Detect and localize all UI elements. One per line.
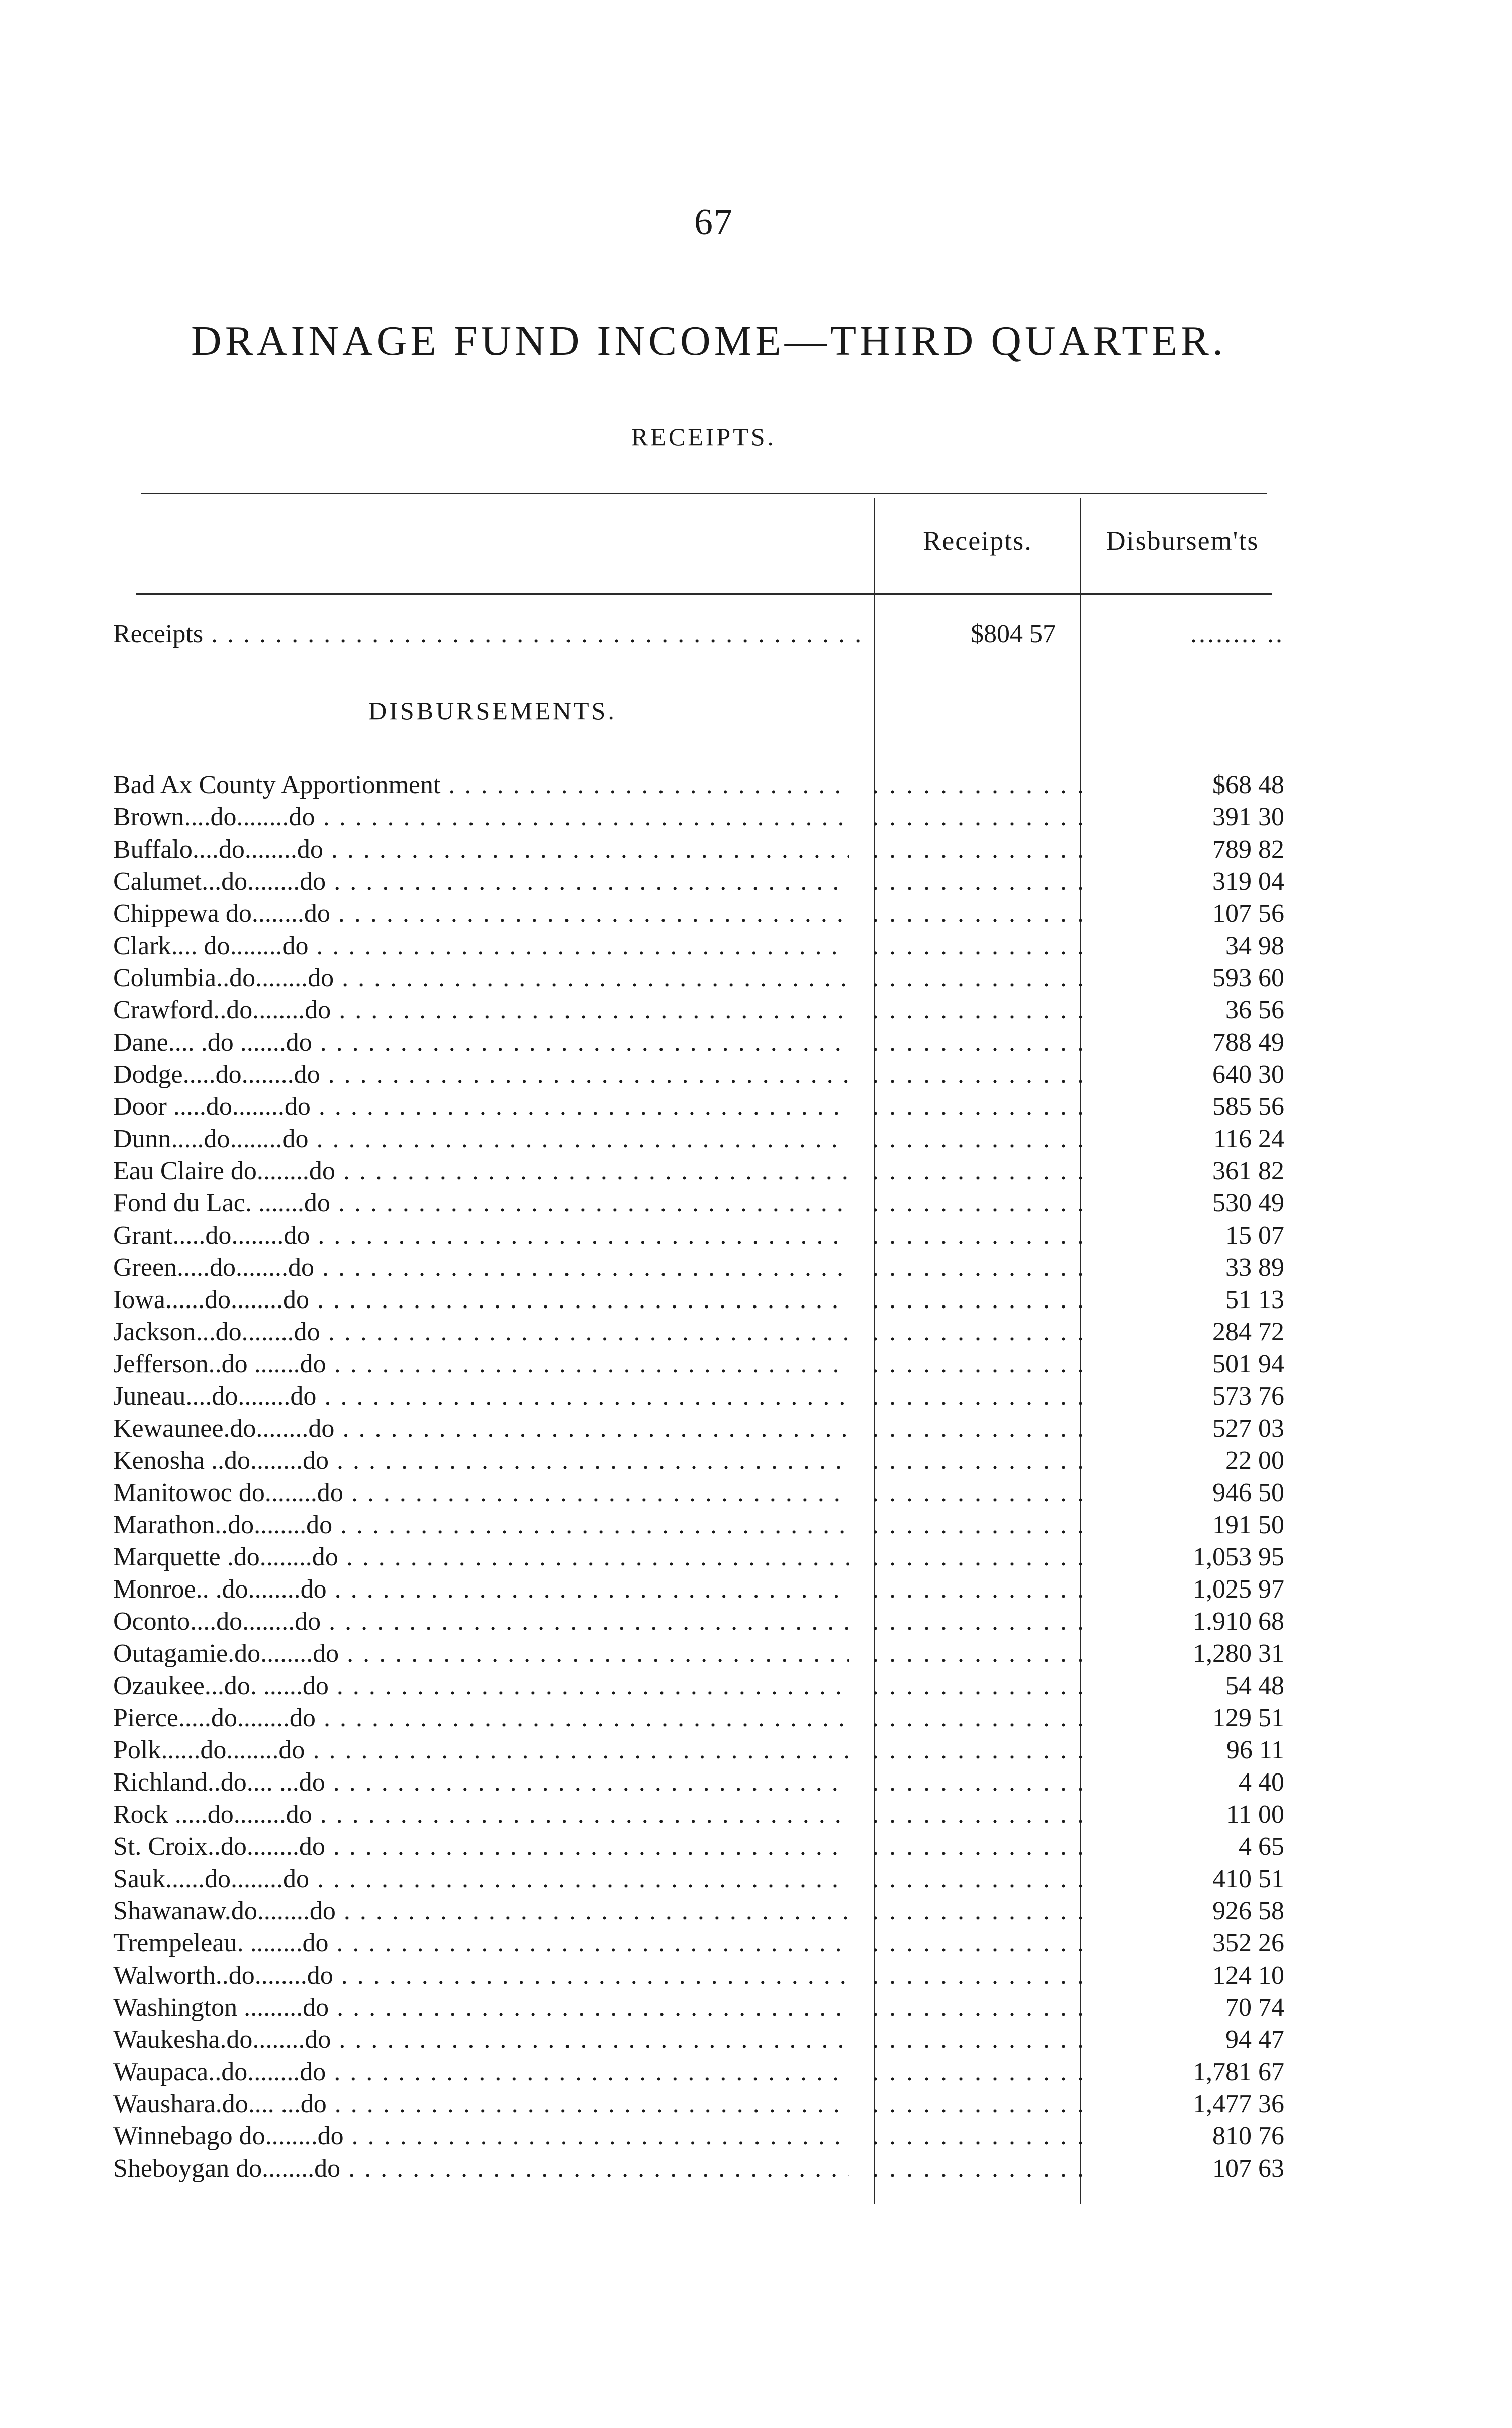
row-receipt-blank [872, 1123, 1093, 1155]
row-receipt-blank [872, 1831, 1093, 1863]
row-label: Polk......do........do . . . [113, 1734, 849, 1766]
receipt-disbursement-placeholder: ........ .. [1190, 620, 1284, 648]
receipt-amount: $804 57 [971, 620, 1056, 648]
row-label: Eau Claire do........do . . . [113, 1155, 849, 1187]
row-label: Green.....do........do . . . [113, 1252, 849, 1284]
receipt-row [113, 618, 1284, 650]
row-receipt-blank [872, 1413, 1093, 1445]
row-amount: 22 00 [1225, 1446, 1284, 1475]
row-receipt-blank [872, 1026, 1093, 1059]
row-amount: 51 13 [1225, 1285, 1284, 1314]
row-amount: 391 30 [1212, 803, 1284, 831]
row-amount: 1,781 67 [1193, 2058, 1284, 2086]
row-label: Walworth..do........do . . . [113, 1959, 849, 1992]
row-amount: 4 65 [1239, 1832, 1284, 1861]
row-amount: 1,053 95 [1193, 1543, 1284, 1571]
table-row [113, 930, 1284, 962]
row-receipt-blank [872, 1059, 1093, 1091]
table-row [113, 1863, 1284, 1895]
table-row [113, 1831, 1284, 1863]
table-row [113, 1959, 1284, 1992]
table-row [113, 898, 1284, 930]
row-receipt-blank [872, 2056, 1093, 2088]
row-amount: 96 11 [1226, 1736, 1284, 1764]
receipt-row-label: Receipts . . . [113, 618, 867, 650]
row-amount: 191 50 [1212, 1511, 1284, 1539]
table-row [113, 1573, 1284, 1606]
row-amount: 361 82 [1212, 1157, 1284, 1185]
table-row [113, 1123, 1284, 1155]
row-receipt-blank [872, 1541, 1093, 1573]
row-receipt-blank [872, 833, 1093, 866]
table-row [113, 2153, 1284, 2185]
row-amount: 116 24 [1213, 1125, 1284, 1153]
row-label: Chippewa do........do . . . [113, 898, 849, 930]
row-amount: 319 04 [1212, 867, 1284, 896]
row-receipt-blank [872, 1606, 1093, 1638]
table-row [113, 1413, 1284, 1445]
row-receipt-blank [872, 1799, 1093, 1831]
row-label: Door .....do........do . . . [113, 1091, 849, 1123]
table-row [113, 1220, 1284, 1252]
row-receipt-blank [872, 1992, 1093, 2024]
row-receipt-blank [872, 1252, 1093, 1284]
table-row [113, 1992, 1284, 2024]
table-row [113, 1284, 1284, 1316]
row-amount: 926 58 [1212, 1897, 1284, 1925]
table-row [113, 1477, 1284, 1509]
row-label: Brown....do........do . . . [113, 801, 849, 833]
row-label: Jackson...do........do . . . [113, 1316, 849, 1348]
table-row [113, 1927, 1284, 1959]
row-receipt-blank [872, 1863, 1093, 1895]
table-row [113, 962, 1284, 994]
row-amount: 4 40 [1239, 1768, 1284, 1797]
row-amount: 70 74 [1225, 1993, 1284, 2022]
row-label: Calumet...do........do . . . [113, 866, 849, 898]
row-receipt-blank [872, 2153, 1093, 2185]
table-row [113, 1799, 1284, 1831]
table-row [113, 801, 1284, 833]
table-row [113, 1026, 1284, 1059]
table-row [113, 1734, 1284, 1766]
row-label: Juneau....do........do . . . [113, 1380, 849, 1413]
row-amount: $68 48 [1212, 771, 1284, 799]
row-amount: 15 07 [1225, 1221, 1284, 1250]
row-receipt-blank [872, 769, 1093, 801]
row-receipt-blank [872, 1702, 1093, 1734]
row-label: Waukesha.do........do . . . [113, 2024, 849, 2056]
table-row [113, 866, 1284, 898]
table-top-rule [141, 493, 1267, 494]
row-label: Rock .....do........do . . . [113, 1799, 849, 1831]
row-receipt-blank [872, 1380, 1093, 1413]
table-row [113, 1252, 1284, 1284]
row-amount: 54 48 [1225, 1671, 1284, 1700]
row-label: Bad Ax County Apportionment . . . [113, 769, 849, 801]
row-receipt-blank [872, 1091, 1093, 1123]
table-row [113, 2120, 1284, 2153]
row-amount: 527 03 [1212, 1414, 1284, 1443]
row-label: Marquette .do........do . . . [113, 1541, 849, 1573]
table-row [113, 1316, 1284, 1348]
row-amount: 410 51 [1212, 1864, 1284, 1893]
row-receipt-blank [872, 2120, 1093, 2153]
row-label: Pierce.....do........do . . . [113, 1702, 849, 1734]
row-label: Winnebago do........do . . . [113, 2120, 849, 2153]
row-receipt-blank [872, 1734, 1093, 1766]
row-receipt-blank [872, 1766, 1093, 1799]
table-row [113, 769, 1284, 801]
row-receipt-blank [872, 1284, 1093, 1316]
row-amount: 1,025 97 [1193, 1575, 1284, 1604]
row-receipt-blank [872, 1573, 1093, 1606]
table-row [113, 994, 1284, 1026]
row-amount: 1,280 31 [1193, 1639, 1284, 1668]
row-label: Manitowoc do........do . . . [113, 1477, 849, 1509]
row-label: Trempeleau. ........do . . . [113, 1927, 849, 1959]
page-number: 67 [694, 202, 733, 243]
table-row [113, 833, 1284, 866]
table-row [113, 1702, 1284, 1734]
row-receipt-blank [872, 1316, 1093, 1348]
disbursements-heading: DISBURSEMENTS. [368, 697, 617, 725]
row-receipt-blank [872, 1477, 1093, 1509]
row-amount: 36 56 [1225, 996, 1284, 1024]
row-amount: 573 76 [1212, 1382, 1284, 1411]
row-amount: 34 98 [1225, 931, 1284, 960]
row-label: Sauk......do........do . . . [113, 1863, 849, 1895]
row-amount: 593 60 [1212, 964, 1284, 992]
row-amount: 33 89 [1225, 1253, 1284, 1282]
row-amount: 284 72 [1212, 1318, 1284, 1346]
row-amount: 124 10 [1212, 1961, 1284, 1990]
row-amount: 94 47 [1225, 2025, 1284, 2054]
page-title: DRAINAGE FUND INCOME—THIRD QUARTER. [191, 318, 1226, 364]
row-label: Dunn.....do........do . . . [113, 1123, 849, 1155]
row-amount: 530 49 [1212, 1189, 1284, 1218]
row-label: Oconto....do........do . . . [113, 1606, 849, 1638]
row-label: Columbia..do........do . . . [113, 962, 849, 994]
row-label: Sheboygan do........do . . . [113, 2153, 849, 2185]
table-row [113, 2024, 1284, 2056]
table-row [113, 1670, 1284, 1702]
row-label: Marathon..do........do . . . [113, 1509, 849, 1541]
row-receipt-blank [872, 962, 1093, 994]
row-amount: 789 82 [1212, 835, 1284, 864]
row-amount: 1,477 36 [1193, 2090, 1284, 2118]
row-label: Iowa......do........do . . . [113, 1284, 849, 1316]
receipts-heading: RECEIPTS. [631, 423, 777, 451]
row-amount: 501 94 [1212, 1350, 1284, 1378]
table-row [113, 2056, 1284, 2088]
row-amount: 107 63 [1212, 2154, 1284, 2183]
row-amount: 640 30 [1212, 1060, 1284, 1089]
row-receipt-blank [872, 1638, 1093, 1670]
row-receipt-blank [872, 898, 1093, 930]
row-label: Dodge.....do........do . . . [113, 1059, 849, 1091]
receipts-column-header: Receipts. [923, 526, 1032, 556]
row-amount: 11 00 [1226, 1800, 1284, 1829]
table-row [113, 1187, 1284, 1220]
row-receipt-blank [872, 1445, 1093, 1477]
table-row [113, 2088, 1284, 2120]
table-row [113, 1059, 1284, 1091]
row-label: Buffalo....do........do . . . [113, 833, 849, 866]
table-row [113, 1348, 1284, 1380]
row-label: Outagamie.do........do . . . [113, 1638, 849, 1670]
row-receipt-blank [872, 1895, 1093, 1927]
row-receipt-blank [872, 866, 1093, 898]
row-receipt-blank [872, 1155, 1093, 1187]
row-receipt-blank [872, 2088, 1093, 2120]
row-label: Dane.... .do .......do . . . [113, 1026, 849, 1059]
row-receipt-blank [872, 1348, 1093, 1380]
row-amount: 585 56 [1212, 1092, 1284, 1121]
row-amount: 946 50 [1212, 1478, 1284, 1507]
table-row [113, 1445, 1284, 1477]
table-row [113, 1541, 1284, 1573]
row-amount: 129 51 [1212, 1704, 1284, 1732]
row-receipt-blank [872, 1670, 1093, 1702]
row-label: Waupaca..do........do . . . [113, 2056, 849, 2088]
header-bottom-rule [136, 593, 1272, 595]
table-row [113, 1091, 1284, 1123]
table-row [113, 1638, 1284, 1670]
row-receipt-blank [872, 930, 1093, 962]
row-label: Crawford..do........do . . . [113, 994, 849, 1026]
row-receipt-blank [872, 1187, 1093, 1220]
row-amount: 107 56 [1212, 899, 1284, 928]
row-receipt-blank [872, 1509, 1093, 1541]
row-label: Richland..do.... ...do . . . [113, 1766, 849, 1799]
row-label: Kewaunee.do........do . . . [113, 1413, 849, 1445]
row-receipt-blank [872, 801, 1093, 833]
row-label: Kenosha ..do........do . . . [113, 1445, 849, 1477]
row-receipt-blank [872, 1959, 1093, 1992]
row-label: Jefferson..do .......do . . . [113, 1348, 849, 1380]
row-label: Clark.... do........do . . . [113, 930, 849, 962]
row-receipt-blank [872, 1927, 1093, 1959]
table-row [113, 1155, 1284, 1187]
disbursements-column-header: Disbursem'ts [1106, 526, 1259, 556]
row-label: Shawanaw.do........do . . . [113, 1895, 849, 1927]
row-label: Washington .........do . . . [113, 1992, 849, 2024]
row-receipt-blank [872, 994, 1093, 1026]
row-amount: 352 26 [1212, 1929, 1284, 1957]
row-label: St. Croix..do........do . . . [113, 1831, 849, 1863]
row-amount: 810 76 [1212, 2122, 1284, 2151]
row-receipt-blank [872, 2024, 1093, 2056]
row-amount: 1.910 68 [1193, 1607, 1284, 1636]
row-label: Ozaukee...do. ......do . . . [113, 1670, 849, 1702]
row-label: Fond du Lac. .......do . . . [113, 1187, 849, 1220]
row-label: Waushara.do.... ...do . . . [113, 2088, 849, 2120]
row-amount: 788 49 [1212, 1028, 1284, 1057]
table-row [113, 1380, 1284, 1413]
table-row [113, 1766, 1284, 1799]
table-row [113, 1895, 1284, 1927]
table-row [113, 1606, 1284, 1638]
row-label: Monroe.. .do........do . . . [113, 1573, 849, 1606]
row-label: Grant.....do........do . . . [113, 1220, 849, 1252]
row-receipt-blank [872, 1220, 1093, 1252]
table-row [113, 1509, 1284, 1541]
